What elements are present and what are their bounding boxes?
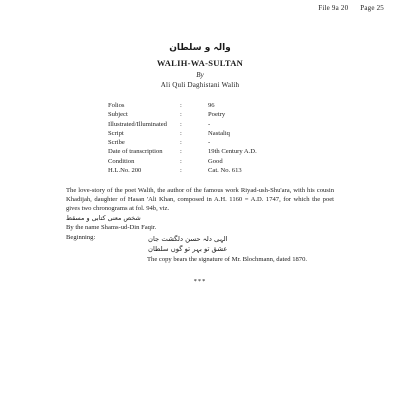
metadata-value: - xyxy=(208,120,211,128)
metadata-label: Script xyxy=(108,129,124,137)
metadata-colon: : xyxy=(180,167,182,175)
page-reference xyxy=(308,4,384,12)
metadata-label: H.L.No. 200 xyxy=(108,167,142,175)
metadata-colon: : xyxy=(180,148,182,156)
metadata-row-date xyxy=(108,147,318,156)
metadata-row-condition xyxy=(108,157,318,166)
metadata-row-subject xyxy=(108,110,318,119)
opening-verse-line-2: عشق تو بہر تو گوں سلطان xyxy=(148,245,228,253)
page-number: Page 25 xyxy=(360,4,384,12)
metadata-row-scribe xyxy=(108,138,318,147)
metadata-value: Good xyxy=(208,157,223,165)
section-separator: *** xyxy=(193,278,207,285)
metadata-colon: : xyxy=(180,129,182,137)
metadata-value: Cat. No. 613 xyxy=(208,167,242,175)
metadata-label: Folios xyxy=(108,102,125,109)
opening-verse-line-1: الہی دلہ حسن دلگشت جان xyxy=(148,235,228,243)
metadata-row-illustrated xyxy=(108,120,318,129)
closing-line: By the name Shams-ud-Din Faqir. xyxy=(66,223,157,231)
title-urdu: والہ و سلطان xyxy=(169,43,231,53)
page-title: WALIH-WA-SULTAN xyxy=(156,58,244,68)
metadata-label: Date of transcription xyxy=(108,148,163,156)
metadata-row-numbers xyxy=(108,166,318,175)
author-name: Ali Quli Daghistani Walih xyxy=(160,81,240,89)
metadata-colon: : xyxy=(180,102,182,109)
metadata-value: 96 xyxy=(208,102,215,109)
metadata-row-folios xyxy=(108,101,318,110)
metadata-colon: : xyxy=(180,139,182,147)
metadata-label: Subject xyxy=(108,111,128,119)
byline-by: By xyxy=(196,71,204,79)
metadata-value: - xyxy=(208,139,211,147)
metadata-colon: : xyxy=(180,157,182,165)
chronogram-text: شخص معنی کتابی و مسقط xyxy=(66,213,141,222)
metadata-colon: : xyxy=(180,120,182,128)
metadata-value: Nastaliq xyxy=(208,129,230,137)
metadata-label: Condition xyxy=(108,157,135,165)
metadata-colon: : xyxy=(180,111,182,119)
file-reference: File 9a 20 xyxy=(318,4,349,12)
metadata-label: Illustrated/Illuminated xyxy=(108,120,167,128)
description-body xyxy=(66,186,334,242)
metadata-row-script xyxy=(108,129,318,138)
metadata-label: Scribe xyxy=(108,139,125,147)
description-paragraph: The love-story of the poet Walih, the author of the famous work Riyad-ush-Shu'ara, with his cousin Khadijah, daughter of Hasan 'Ali Khan, composed in A.H. 1160 = A.D. 1747, for which the poet gives two chronograms at fol. 94b, viz. xyxy=(66,187,334,213)
metadata-value: Poetry xyxy=(208,111,226,119)
beginning-label: Beginning: xyxy=(66,234,96,242)
signature-note: The copy bears the signature of Mr. Blochmann, dated 1870. xyxy=(147,256,308,263)
metadata-table xyxy=(108,101,318,175)
metadata-value: 19th Century A.D. xyxy=(208,148,257,156)
